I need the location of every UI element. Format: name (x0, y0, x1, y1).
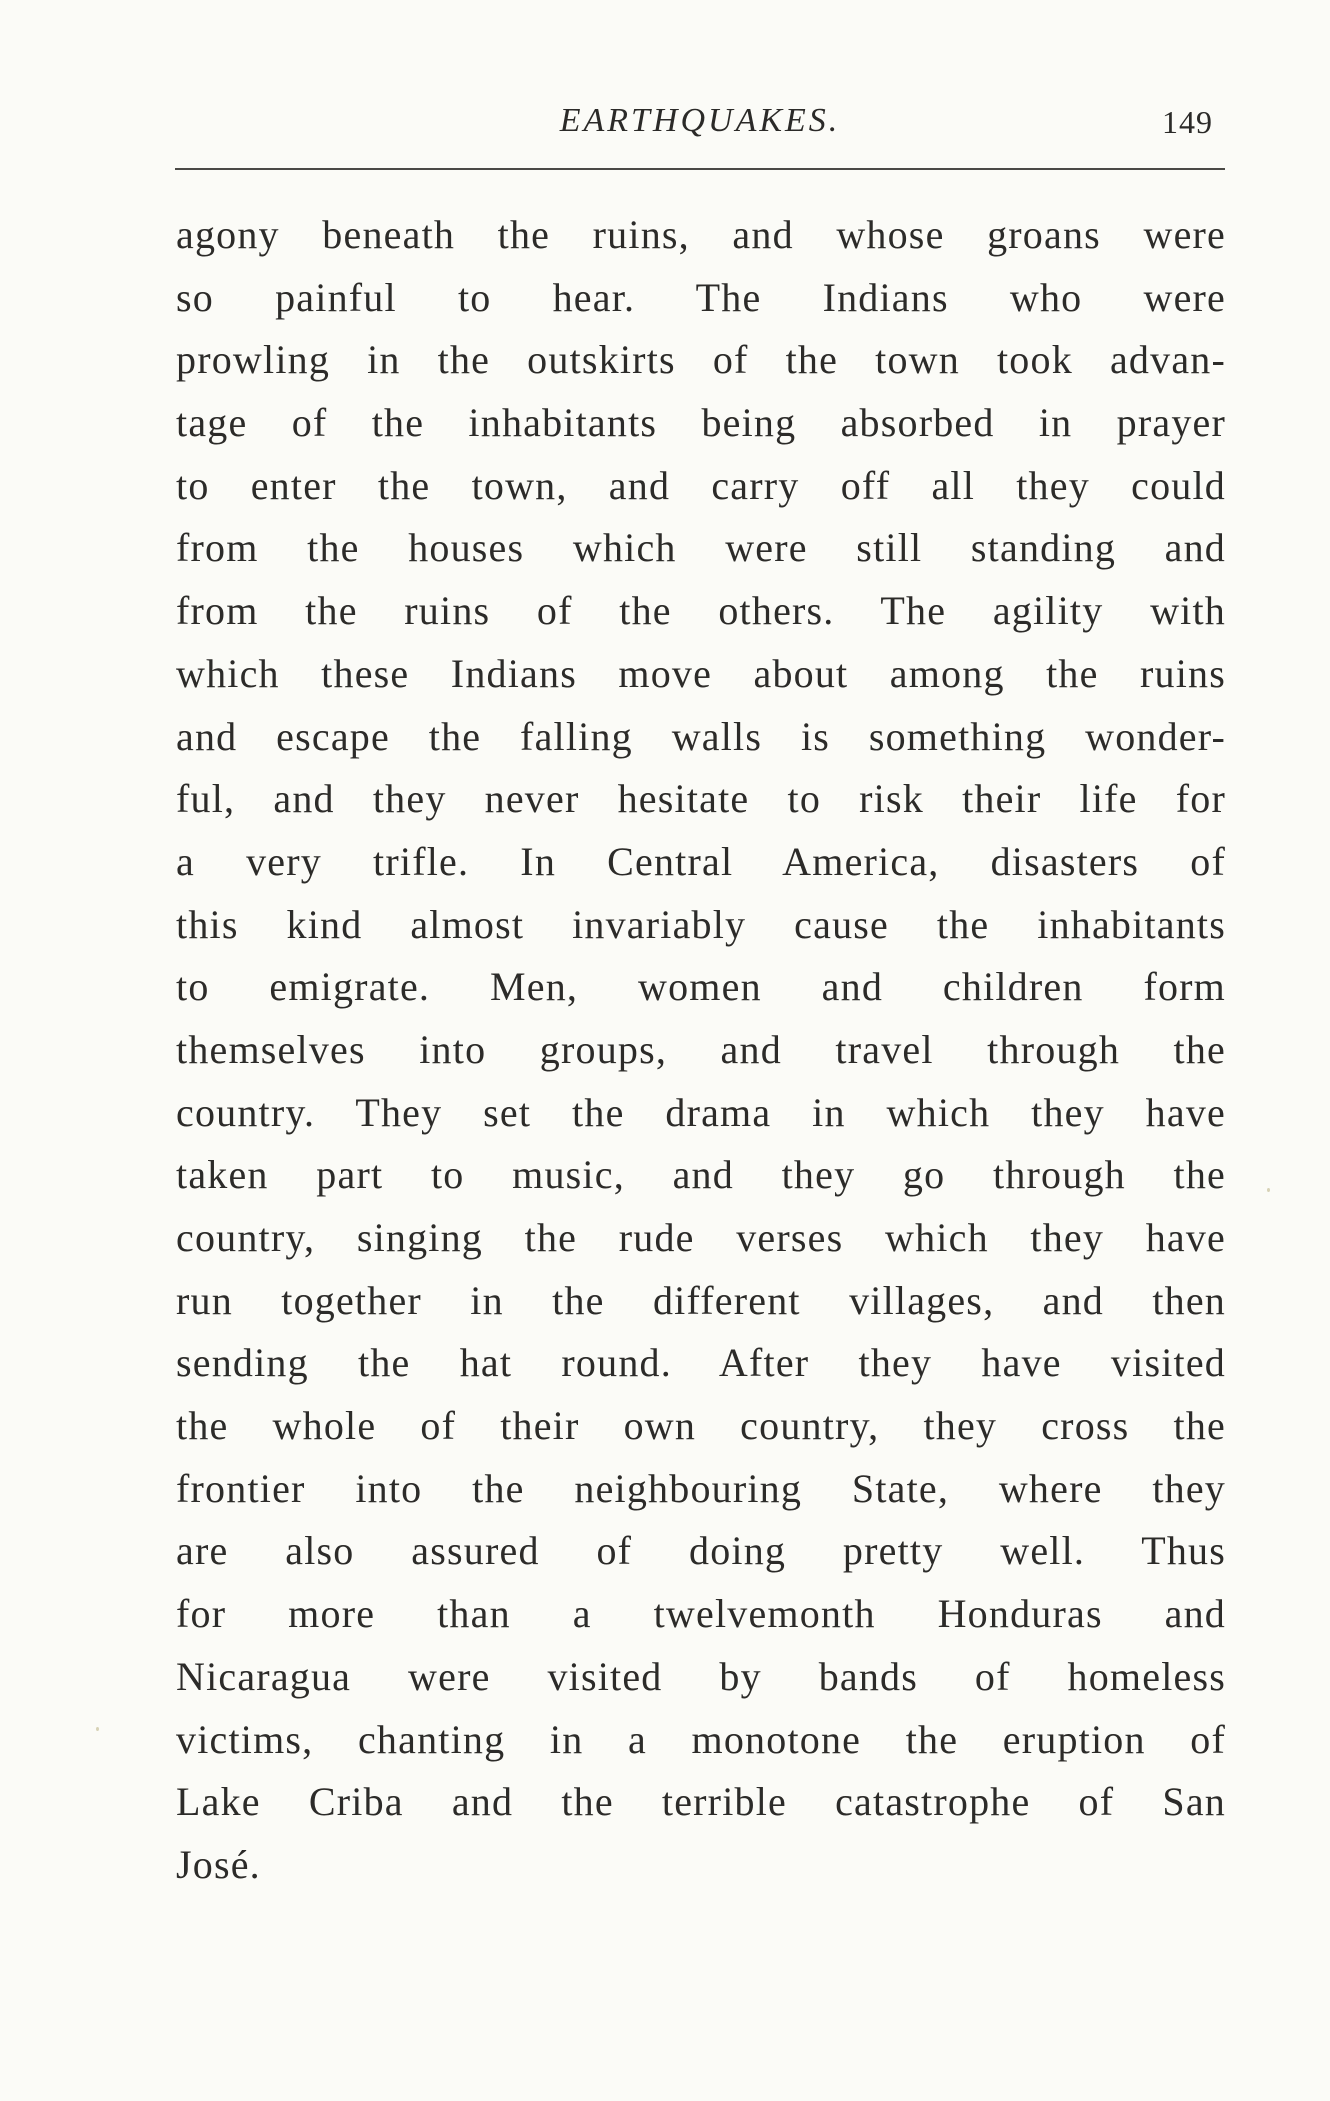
text-line: run together in the different villages, and then (176, 1277, 1226, 1323)
text-line: this kind almost invariably cause the inhabitants (176, 901, 1226, 947)
page-number: 149 (1162, 104, 1213, 140)
body-text (176, 204, 1226, 1897)
text-line: agony beneath the ruins, and whose groans were (176, 212, 1226, 257)
text-line: frontier into the neighbouring State, where they (176, 1465, 1226, 1511)
text-line: which these Indians move about among the ruins (176, 650, 1226, 696)
paper-speck (96, 1727, 99, 1731)
text-line: so painful to hear. The Indians who were (176, 274, 1226, 320)
text-line: Lake Criba and the terrible catastrophe of San (176, 1779, 1226, 1825)
header-rule (175, 168, 1225, 170)
text-line: for more than a twelvemonth Honduras and (176, 1591, 1226, 1637)
text-line: a very trifle. In Central America, disasters of (176, 838, 1226, 884)
text-line: taken part to music, and they go through the (176, 1152, 1226, 1198)
text-line: from the ruins of the others. The agility with (176, 588, 1226, 634)
text-line: to enter the town, and carry off all they could (176, 462, 1226, 508)
text-line: are also assured of doing pretty well. Thus (176, 1528, 1226, 1574)
running-title: EARTHQUAKES. (559, 102, 841, 139)
text-line: ful, and they never hesitate to risk their life for (176, 776, 1226, 822)
text-line: the whole of their own country, they cross the (176, 1403, 1226, 1449)
text-line: José. (176, 1841, 261, 1887)
text-line: prowling in the outskirts of the town took advan- (176, 337, 1226, 383)
text-line: sending the hat round. After they have visited (176, 1340, 1226, 1386)
text-line: Nicaragua were visited by bands of homeless (176, 1653, 1226, 1699)
text-line: country. They set the drama in which they have (176, 1089, 1226, 1135)
paper-speck (1267, 1188, 1270, 1192)
running-head (175, 98, 1225, 148)
text-line: tage of the inhabitants being absorbed in prayer (176, 400, 1226, 446)
text-line: to emigrate. Men, women and children form (176, 964, 1226, 1010)
text-line: victims, chanting in a monotone the eruption of (176, 1716, 1226, 1762)
text-line: from the houses which were still standing and (176, 525, 1226, 571)
text-line: and escape the falling walls is something wonder- (176, 713, 1226, 759)
text-line: themselves into groups, and travel through the (176, 1026, 1226, 1072)
text-line: country, singing the rude verses which they have (176, 1215, 1226, 1260)
